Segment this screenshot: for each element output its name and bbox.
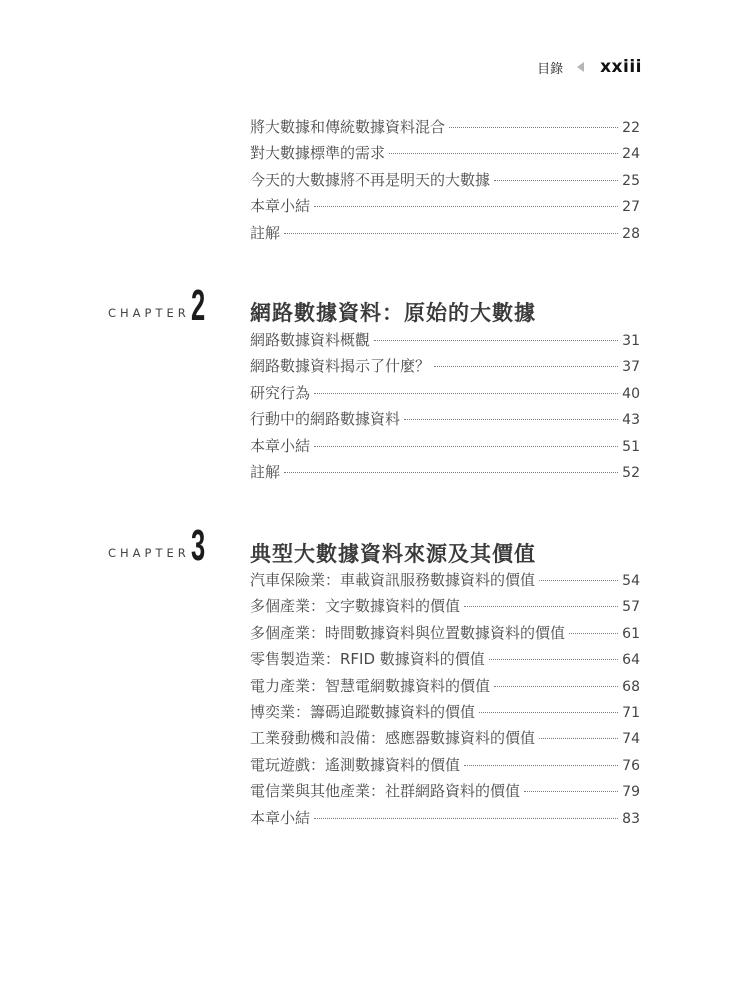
dot-leader: [284, 233, 618, 234]
toc-entry-page: 64: [622, 652, 640, 669]
toc-entry-title: 本章小結: [250, 197, 311, 216]
toc-entry-page: 51: [622, 438, 640, 455]
chapter-number: 2: [191, 281, 206, 330]
toc-entry-page: 27: [622, 199, 640, 216]
dot-leader: [479, 712, 618, 713]
dot-leader: [539, 738, 618, 739]
chapter-label: CHAPTER: [108, 306, 190, 320]
toc-entry[interactable]: [250, 622, 640, 648]
toc-entry[interactable]: [250, 195, 640, 221]
toc-entry[interactable]: [250, 701, 640, 727]
toc-entry-title: 網路數據資料揭示了什麼？: [250, 357, 431, 376]
toc-entry-page: 22: [622, 120, 640, 136]
toc-entry-title: 工業發動機和設備：感應器數據資料的價值: [250, 729, 536, 748]
toc-entry-title: 註解: [250, 223, 281, 242]
dot-leader: [434, 366, 618, 367]
toc-entry-page: 83: [622, 810, 640, 827]
dot-leader: [314, 206, 618, 207]
dot-leader: [464, 765, 618, 766]
toc-entry-page: 54: [622, 573, 640, 589]
toc-entry-title: 網路數據資料概觀: [250, 331, 371, 349]
running-header: [537, 56, 642, 78]
toc-entry-title: 電力產業：智慧電網數據資料的價值: [250, 676, 491, 695]
dot-leader: [314, 393, 618, 394]
dot-leader: [449, 127, 618, 128]
toc-entry-page: 76: [622, 757, 640, 774]
toc-entry[interactable]: [250, 727, 640, 753]
dot-leader: [284, 472, 618, 473]
dot-leader: [374, 340, 618, 341]
toc-entry-title: 將大數據和傳統數據資料混合: [250, 118, 446, 136]
toc-entry[interactable]: [250, 142, 640, 168]
toc-entry-page: 25: [622, 172, 640, 189]
chapter-number: 3: [191, 521, 206, 570]
toc-entry-title: 行動中的網路數據資料: [250, 410, 401, 429]
toc-entry-title: 博奕業：籌碼追蹤數據資料的價值: [250, 702, 476, 721]
toc-entry[interactable]: [250, 780, 640, 806]
toc-entry-page: 74: [622, 731, 640, 748]
toc-entry[interactable]: [250, 382, 640, 408]
toc-entry-title: 註解: [250, 462, 281, 481]
toc-entry[interactable]: [250, 807, 640, 833]
toc-entry[interactable]: [250, 408, 640, 434]
dot-leader: [314, 446, 618, 447]
toc-entry-page: 52: [622, 464, 640, 481]
toc-entry-title: 零售製造業：RFID 數據資料的價值: [250, 650, 485, 669]
toc-entry-page: 71: [622, 704, 640, 721]
toc-entry-page: 43: [622, 412, 640, 429]
toc-list-intro: [250, 116, 640, 248]
dot-leader: [314, 818, 618, 819]
left-arrow-icon: [577, 62, 584, 72]
toc-entry-page: 79: [622, 784, 640, 801]
toc-list-chapter-2: [250, 329, 640, 487]
toc-entry-page: 31: [622, 333, 640, 349]
toc-entry-title: 本章小結: [250, 436, 311, 455]
dot-leader: [524, 791, 618, 792]
toc-entry-title: 研究行為: [250, 383, 311, 402]
toc-entry-title: 電信業與其他產業：社群網路資料的價值: [250, 782, 521, 801]
toc-entry[interactable]: [250, 116, 640, 142]
toc-entry-page: 28: [622, 225, 640, 242]
toc-entry-page: 37: [622, 359, 640, 376]
dot-leader: [494, 180, 618, 181]
toc-entry[interactable]: [250, 222, 640, 248]
dot-leader: [539, 580, 618, 581]
toc-entry[interactable]: [250, 329, 640, 355]
toc-entry[interactable]: [250, 355, 640, 381]
header-label: 目錄: [537, 61, 564, 77]
dot-leader: [404, 419, 618, 420]
toc-entry[interactable]: [250, 435, 640, 461]
header-page-number: xxiii: [600, 57, 642, 77]
toc-entry[interactable]: [250, 595, 640, 621]
dot-leader: [389, 153, 618, 154]
toc-entry[interactable]: [250, 648, 640, 674]
dot-leader: [489, 659, 618, 660]
toc-entry-title: 對大數據標準的需求: [250, 144, 386, 163]
toc-entry[interactable]: [250, 461, 640, 487]
toc-entry[interactable]: [250, 169, 640, 195]
dot-leader: [494, 686, 618, 687]
toc-entry-title: 汽車保險業：車載資訊服務數據資料的價值: [250, 571, 536, 589]
toc-entry-title: 多個產業：時間數據資料與位置數據資料的價值: [250, 623, 566, 642]
toc-entry-title: 電玩遊戲：遙測數據資料的價值: [250, 755, 461, 774]
dot-leader: [464, 606, 618, 607]
toc-entry-page: 40: [622, 385, 640, 402]
toc-entry-page: 24: [622, 146, 640, 163]
chapter-title[interactable]: 典型大數據資料來源及其價值: [250, 542, 536, 566]
toc-entry-page: 57: [622, 599, 640, 616]
toc-entry-title: 多個產業：文字數據資料的價值: [250, 597, 461, 616]
toc-entry-title: 本章小結: [250, 808, 311, 827]
toc-entry-page: 68: [622, 678, 640, 695]
toc-entry[interactable]: [250, 675, 640, 701]
dot-leader: [569, 633, 618, 634]
toc-entry-title: 今天的大數據將不再是明天的大數據: [250, 170, 491, 189]
chapter-title[interactable]: 網路數據資料：原始的大數據: [250, 301, 536, 325]
toc-list-chapter-3: [250, 569, 640, 833]
chapter-label: CHAPTER: [108, 546, 190, 560]
toc-entry[interactable]: [250, 569, 640, 595]
toc-entry-page: 61: [622, 625, 640, 642]
toc-entry[interactable]: [250, 754, 640, 780]
